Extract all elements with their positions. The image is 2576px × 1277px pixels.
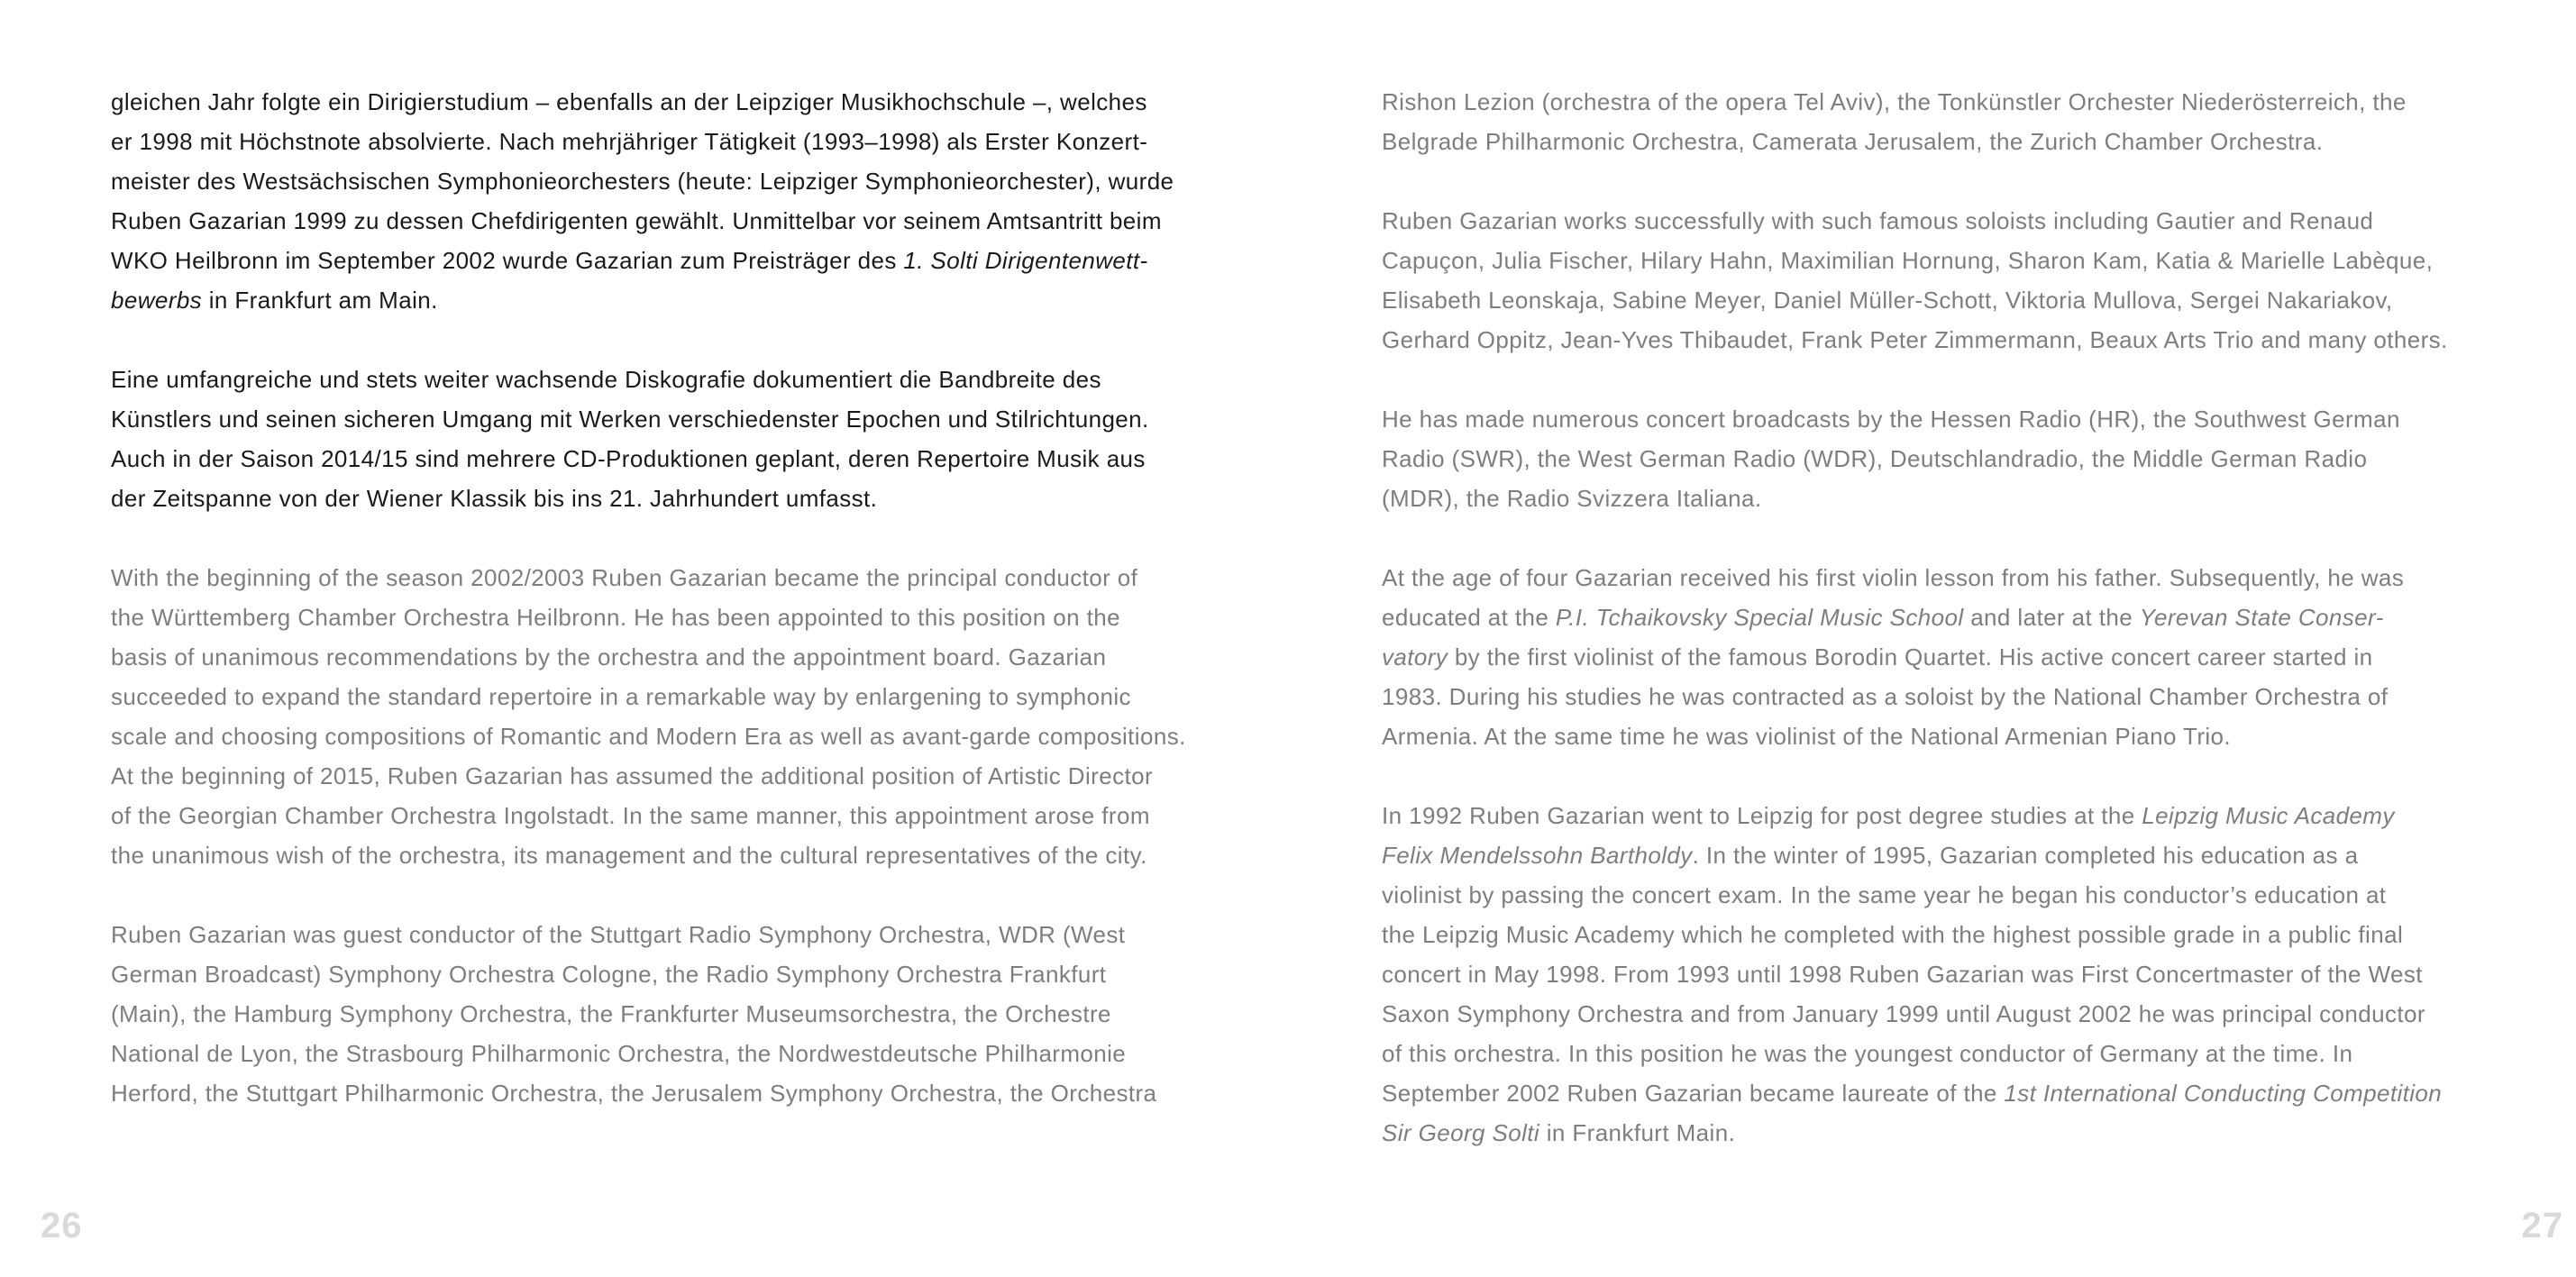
text-run: September 2002 Ruben Gazarian became laureate of the (1382, 1080, 2005, 1107)
text-line: Ruben Gazarian was guest conductor of the Stuttgart Radio Symphony Orchestra, WDR (West (111, 921, 1126, 948)
text-line (111, 280, 1219, 320)
text-line: German Broadcast) Symphony Orchestra Cologne, the Radio Symphony Orchestra Frankfurt (111, 961, 1107, 988)
text-run: WKO Heilbronn im September 2002 wurde Gazarian zum Preisträger des (111, 247, 904, 274)
text-line: basis of unanimous recommendations by the orchestra and the appointment board. Gazarian (111, 643, 1107, 670)
text-line: At the beginning of 2015, Ruben Gazarian has assumed the additional position of Artistic Director (111, 762, 1154, 789)
text-line: Elisabeth Leonskaja, Sabine Meyer, Daniel Müller-Schott, Viktoria Mullova, Sergei Nakariakov, (1382, 287, 2393, 314)
text-line: meister des Westsächsischen Symphonieorchesters (heute: Leipziger Symphonieorchester), wurde (111, 168, 1174, 195)
text-line (111, 241, 1219, 280)
page-number-right: 27 (2521, 1206, 2563, 1245)
text-line: succeeded to expand the standard repertoire in a remarkable way by enlargening to symphonic (111, 683, 1131, 710)
text-line: Eine umfangreiche und stets weiter wachsende Diskografie dokumentiert die Bandbreite des (111, 366, 1101, 393)
text-line: Herford, the Stuttgart Philharmonic Orchestra, the Jerusalem Symphony Orchestra, the Orchestra (111, 1080, 1157, 1107)
text-line: Künstlers und seinen sicheren Umgang mit Werken verschiedenster Epochen und Stilrichtungen. (111, 406, 1149, 433)
text-line: der Zeitspanne von der Wiener Klassik bis ins 21. Jahrhundert umfasst. (111, 485, 878, 512)
german-paragraph-2 (111, 360, 1219, 518)
text-line: He has made numerous concert broadcasts by the Hessen Radio (HR), the Southwest German (1382, 406, 2400, 433)
right-page (1288, 0, 2576, 1277)
german-paragraph-1 (111, 82, 1219, 320)
text-line: 1983. During his studies he was contracted as a soloist by the National Chamber Orchestra of (1382, 683, 2389, 710)
italic-title: 1. Solti Dirigentenwett- (903, 247, 1148, 274)
text-run: In 1992 Ruben Gazarian went to Leipzig for post degree studies at the (1382, 802, 2142, 829)
text-line: the Württemberg Chamber Orchestra Heilbronn. He has been appointed to this position on the (111, 604, 1120, 631)
text-line: the unanimous wish of the orchestra, its management and the cultural representatives of the city. (111, 842, 1147, 869)
text-line: concert in May 1998. From 1993 until 1998 Ruben Gazarian was First Concertmaster of the West (1382, 961, 2423, 988)
text-line: Radio (SWR), the West German Radio (WDR), Deutschlandradio, the Middle German Radio (1382, 445, 2368, 472)
text-line: the Leipzig Music Academy which he completed with the highest possible grade in a public final (1382, 921, 2404, 948)
english-paragraph-early-life (1382, 558, 2526, 756)
text-line: National de Lyon, the Strasbourg Philharmonic Orchestra, the Nordwestdeutsche Philharmonie (111, 1040, 1127, 1067)
text-line: Armenia. At the same time he was violinist of the National Armenian Piano Trio. (1382, 723, 2232, 750)
text-line: of the Georgian Chamber Orchestra Ingolstadt. In the same manner, this appointment arose from (111, 802, 1150, 829)
italic-title: Felix Mendelssohn Bartholdy (1382, 842, 1693, 869)
text-run: in Frankfurt Main. (1539, 1119, 1736, 1146)
text-line: With the beginning of the season 2002/2003 Ruben Gazarian became the principal conductor of (111, 564, 1138, 591)
italic-title: Yerevan State Conser- (2139, 604, 2384, 631)
left-text-column (111, 82, 1219, 1153)
english-paragraph-soloists (1382, 201, 2526, 360)
text-line: gleichen Jahr folgte ein Dirigierstudium – ebenfalls an der Leipziger Musikhochschule –, welches (111, 88, 1147, 115)
text-line (1382, 1113, 2526, 1153)
italic-title: 1st International Conducting Competition (2004, 1080, 2443, 1107)
text-line: (MDR), the Radio Svizzera Italiana. (1382, 485, 1762, 512)
text-line: Ruben Gazarian works successfully with such famous soloists including Gautier and Renaud (1382, 207, 2374, 234)
english-paragraph-1 (111, 558, 1219, 875)
text-line (1382, 796, 2526, 835)
text-run: . In the winter of 1995, Gazarian completed his education as a (1692, 842, 2359, 869)
text-line: Rishon Lezion (orchestra of the opera Tel Aviv), the Tonkünstler Orchester Niederösterreich, the (1382, 88, 2407, 115)
text-line: er 1998 mit Höchstnote absolvierte. Nach mehrjähriger Tätigkeit (1993–1998) als Erster Konzert- (111, 128, 1148, 155)
text-line (1382, 1073, 2526, 1113)
text-line: of this orchestra. In this position he was the youngest conductor of Germany at the time. In (1382, 1040, 2353, 1067)
text-line: Gerhard Oppitz, Jean-Yves Thibaudet, Frank Peter Zimmermann, Beaux Arts Trio and many others. (1382, 326, 2448, 353)
text-run: educated at the (1382, 604, 1556, 631)
text-run: in Frankfurt am Main. (202, 287, 438, 314)
text-line: Belgrade Philharmonic Orchestra, Camerata Jerusalem, the Zurich Chamber Orchestra. (1382, 128, 2324, 155)
italic-title: Leipzig Music Academy (2142, 802, 2395, 829)
page-number-left: 26 (41, 1206, 83, 1245)
italic-title: vatory (1382, 643, 1448, 670)
text-line: (Main), the Hamburg Symphony Orchestra, the Frankfurter Museumsorchestra, the Orchestre (111, 1000, 1111, 1027)
text-line: Capuçon, Julia Fischer, Hilary Hahn, Maximilian Hornung, Sharon Kam, Katia & Marielle Labèque, (1382, 247, 2434, 274)
text-line: Auch in der Saison 2014/15 sind mehrere CD-Produktionen geplant, deren Repertoire Musik aus (111, 445, 1146, 472)
text-run: and later at the (1963, 604, 2140, 631)
text-line: violinist by passing the concert exam. In the same year he began his conductor’s education at (1382, 881, 2387, 908)
text-line: Ruben Gazarian 1999 zu dessen Chefdirigenten gewählt. Unmittelbar vor seinem Amtsantritt beim (111, 207, 1162, 234)
text-line: At the age of four Gazarian received his first violin lesson from his father. Subsequently, he was (1382, 564, 2405, 591)
text-line (1382, 835, 2526, 875)
english-paragraph-3 (1382, 82, 2526, 161)
text-line (1382, 597, 2526, 637)
english-paragraph-leipzig (1382, 796, 2526, 1153)
right-text-column (1382, 82, 2526, 1192)
english-paragraph-2 (111, 915, 1219, 1113)
text-run: by the first violinist of the famous Borodin Quartet. His active concert career started in (1448, 643, 2373, 670)
italic-title: bewerbs (111, 287, 203, 314)
text-line (1382, 637, 2526, 677)
text-line: Saxon Symphony Orchestra and from January 1999 until August 2002 he was principal conductor (1382, 1000, 2425, 1027)
italic-title: P.I. Tchaikovsky Special Music School (1555, 604, 1964, 631)
italic-title: Sir Georg Solti (1382, 1119, 1540, 1146)
text-line: scale and choosing compositions of Romantic and Modern Era as well as avant-garde compositions. (111, 723, 1186, 750)
english-paragraph-broadcasts (1382, 399, 2526, 518)
